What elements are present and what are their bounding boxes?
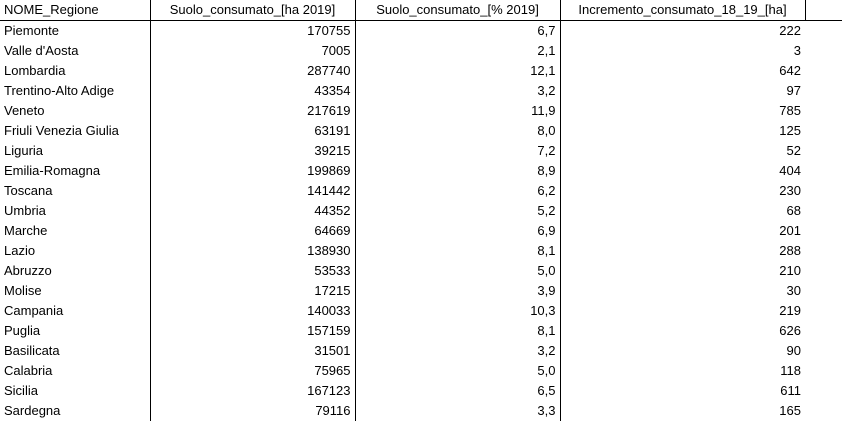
cell-regione[interactable]: Veneto <box>0 101 150 121</box>
cell-suolo-consumato-ha[interactable]: 167123 <box>150 381 355 401</box>
cell-spacer <box>805 161 842 181</box>
cell-regione[interactable]: Umbria <box>0 201 150 221</box>
cell-suolo-consumato-ha[interactable]: 44352 <box>150 201 355 221</box>
cell-spacer <box>805 361 842 381</box>
cell-suolo-consumato-ha[interactable]: 64669 <box>150 221 355 241</box>
cell-spacer <box>805 121 842 141</box>
table-row[interactable] <box>0 101 842 121</box>
cell-suolo-consumato-ha[interactable]: 63191 <box>150 121 355 141</box>
cell-spacer <box>805 201 842 221</box>
column-header-nome-regione[interactable]: NOME_Regione <box>0 0 150 21</box>
cell-incremento[interactable]: 210 <box>560 261 805 281</box>
cell-incremento[interactable]: 52 <box>560 141 805 161</box>
cell-incremento[interactable]: 642 <box>560 61 805 81</box>
table-row[interactable] <box>0 401 842 421</box>
cell-suolo-consumato-pct[interactable]: 6,7 <box>355 21 560 42</box>
cell-incremento[interactable]: 201 <box>560 221 805 241</box>
column-header-suolo-consumato-ha[interactable]: Suolo_consumato_[ha 2019] <box>150 0 355 21</box>
cell-spacer <box>805 381 842 401</box>
table-row[interactable] <box>0 261 842 281</box>
table-row[interactable] <box>0 121 842 141</box>
cell-regione[interactable]: Lombardia <box>0 61 150 81</box>
cell-incremento[interactable]: 68 <box>560 201 805 221</box>
cell-spacer <box>805 41 842 61</box>
cell-incremento[interactable]: 219 <box>560 301 805 321</box>
table-body <box>0 21 842 421</box>
cell-regione[interactable]: Sicilia <box>0 381 150 401</box>
table-row[interactable] <box>0 381 842 401</box>
cell-suolo-consumato-ha[interactable]: 79116 <box>150 401 355 421</box>
cell-regione[interactable]: Puglia <box>0 321 150 341</box>
cell-suolo-consumato-pct[interactable]: 3,2 <box>355 341 560 361</box>
cell-regione[interactable]: Piemonte <box>0 21 150 42</box>
table-row[interactable] <box>0 161 842 181</box>
table-header-row <box>0 0 842 21</box>
cell-suolo-consumato-ha[interactable]: 75965 <box>150 361 355 381</box>
cell-incremento[interactable]: 97 <box>560 81 805 101</box>
cell-suolo-consumato-pct[interactable]: 3,9 <box>355 281 560 301</box>
table-row[interactable] <box>0 301 842 321</box>
cell-suolo-consumato-pct[interactable]: 8,0 <box>355 121 560 141</box>
cell-regione[interactable]: Valle d'Aosta <box>0 41 150 61</box>
table-row[interactable] <box>0 141 842 161</box>
cell-suolo-consumato-pct[interactable]: 5,0 <box>355 261 560 281</box>
cell-suolo-consumato-pct[interactable]: 8,9 <box>355 161 560 181</box>
cell-incremento[interactable]: 222 <box>560 21 805 42</box>
table-row[interactable] <box>0 241 842 261</box>
table-row[interactable] <box>0 41 842 61</box>
cell-suolo-consumato-ha[interactable]: 31501 <box>150 341 355 361</box>
cell-regione[interactable]: Campania <box>0 301 150 321</box>
cell-suolo-consumato-ha[interactable]: 7005 <box>150 41 355 61</box>
cell-incremento[interactable]: 785 <box>560 101 805 121</box>
cell-regione[interactable]: Molise <box>0 281 150 301</box>
cell-spacer <box>805 301 842 321</box>
cell-suolo-consumato-pct[interactable]: 5,0 <box>355 361 560 381</box>
cell-incremento[interactable]: 404 <box>560 161 805 181</box>
cell-spacer <box>805 61 842 81</box>
cell-incremento[interactable]: 611 <box>560 381 805 401</box>
cell-spacer <box>805 281 842 301</box>
cell-incremento[interactable]: 90 <box>560 341 805 361</box>
cell-suolo-consumato-ha[interactable]: 17215 <box>150 281 355 301</box>
cell-spacer <box>805 81 842 101</box>
cell-spacer <box>805 321 842 341</box>
table-row[interactable] <box>0 181 842 201</box>
cell-suolo-consumato-pct[interactable]: 3,2 <box>355 81 560 101</box>
table-row[interactable] <box>0 21 842 42</box>
cell-suolo-consumato-ha[interactable]: 39215 <box>150 141 355 161</box>
cell-incremento[interactable]: 165 <box>560 401 805 421</box>
cell-spacer <box>805 221 842 241</box>
cell-incremento[interactable]: 3 <box>560 41 805 61</box>
cell-regione[interactable]: Friuli Venezia Giulia <box>0 121 150 141</box>
cell-spacer <box>805 181 842 201</box>
table-row[interactable] <box>0 201 842 221</box>
cell-regione[interactable]: Calabria <box>0 361 150 381</box>
cell-suolo-consumato-pct[interactable]: 3,3 <box>355 401 560 421</box>
cell-regione[interactable]: Liguria <box>0 141 150 161</box>
cell-spacer <box>805 141 842 161</box>
table-row[interactable] <box>0 61 842 81</box>
cell-incremento[interactable]: 626 <box>560 321 805 341</box>
table-row[interactable] <box>0 361 842 381</box>
column-header-spacer <box>805 0 842 21</box>
cell-suolo-consumato-ha[interactable]: 140033 <box>150 301 355 321</box>
table-row[interactable] <box>0 321 842 341</box>
cell-suolo-consumato-pct[interactable]: 6,5 <box>355 381 560 401</box>
cell-suolo-consumato-pct[interactable]: 8,1 <box>355 241 560 261</box>
table-row[interactable] <box>0 341 842 361</box>
cell-suolo-consumato-ha[interactable]: 53533 <box>150 261 355 281</box>
cell-spacer <box>805 101 842 121</box>
column-header-incremento[interactable]: Incremento_consumato_18_19_[ha] <box>560 0 805 21</box>
cell-suolo-consumato-pct[interactable]: 8,1 <box>355 321 560 341</box>
cell-spacer <box>805 241 842 261</box>
cell-spacer <box>805 261 842 281</box>
cell-suolo-consumato-pct[interactable]: 10,3 <box>355 301 560 321</box>
cell-suolo-consumato-pct[interactable]: 6,2 <box>355 181 560 201</box>
cell-incremento[interactable]: 30 <box>560 281 805 301</box>
cell-spacer <box>805 341 842 361</box>
cell-suolo-consumato-pct[interactable]: 2,1 <box>355 41 560 61</box>
cell-regione[interactable]: Abruzzo <box>0 261 150 281</box>
cell-suolo-consumato-ha[interactable]: 43354 <box>150 81 355 101</box>
cell-suolo-consumato-pct[interactable]: 12,1 <box>355 61 560 81</box>
cell-spacer <box>805 21 842 42</box>
cell-suolo-consumato-pct[interactable]: 7,2 <box>355 141 560 161</box>
cell-incremento[interactable]: 288 <box>560 241 805 261</box>
cell-suolo-consumato-ha[interactable]: 157159 <box>150 321 355 341</box>
cell-suolo-consumato-ha[interactable]: 199869 <box>150 161 355 181</box>
cell-regione[interactable]: Toscana <box>0 181 150 201</box>
cell-suolo-consumato-ha[interactable]: 170755 <box>150 21 355 42</box>
cell-regione[interactable]: Marche <box>0 221 150 241</box>
cell-regione[interactable]: Emilia-Romagna <box>0 161 150 181</box>
table-row[interactable] <box>0 81 842 101</box>
cell-suolo-consumato-pct[interactable]: 5,2 <box>355 201 560 221</box>
table-row[interactable] <box>0 221 842 241</box>
cell-spacer <box>805 401 842 421</box>
table-row[interactable] <box>0 281 842 301</box>
cell-suolo-consumato-ha[interactable]: 141442 <box>150 181 355 201</box>
cell-suolo-consumato-pct[interactable]: 11,9 <box>355 101 560 121</box>
cell-suolo-consumato-ha[interactable]: 287740 <box>150 61 355 81</box>
cell-incremento[interactable]: 230 <box>560 181 805 201</box>
cell-regione[interactable]: Sardegna <box>0 401 150 421</box>
cell-incremento[interactable]: 118 <box>560 361 805 381</box>
cell-incremento[interactable]: 125 <box>560 121 805 141</box>
cell-regione[interactable]: Trentino-Alto Adige <box>0 81 150 101</box>
cell-suolo-consumato-ha[interactable]: 217619 <box>150 101 355 121</box>
cell-regione[interactable]: Lazio <box>0 241 150 261</box>
cell-suolo-consumato-pct[interactable]: 6,9 <box>355 221 560 241</box>
column-header-suolo-consumato-pct[interactable]: Suolo_consumato_[% 2019] <box>355 0 560 21</box>
cell-regione[interactable]: Basilicata <box>0 341 150 361</box>
cell-suolo-consumato-ha[interactable]: 138930 <box>150 241 355 261</box>
